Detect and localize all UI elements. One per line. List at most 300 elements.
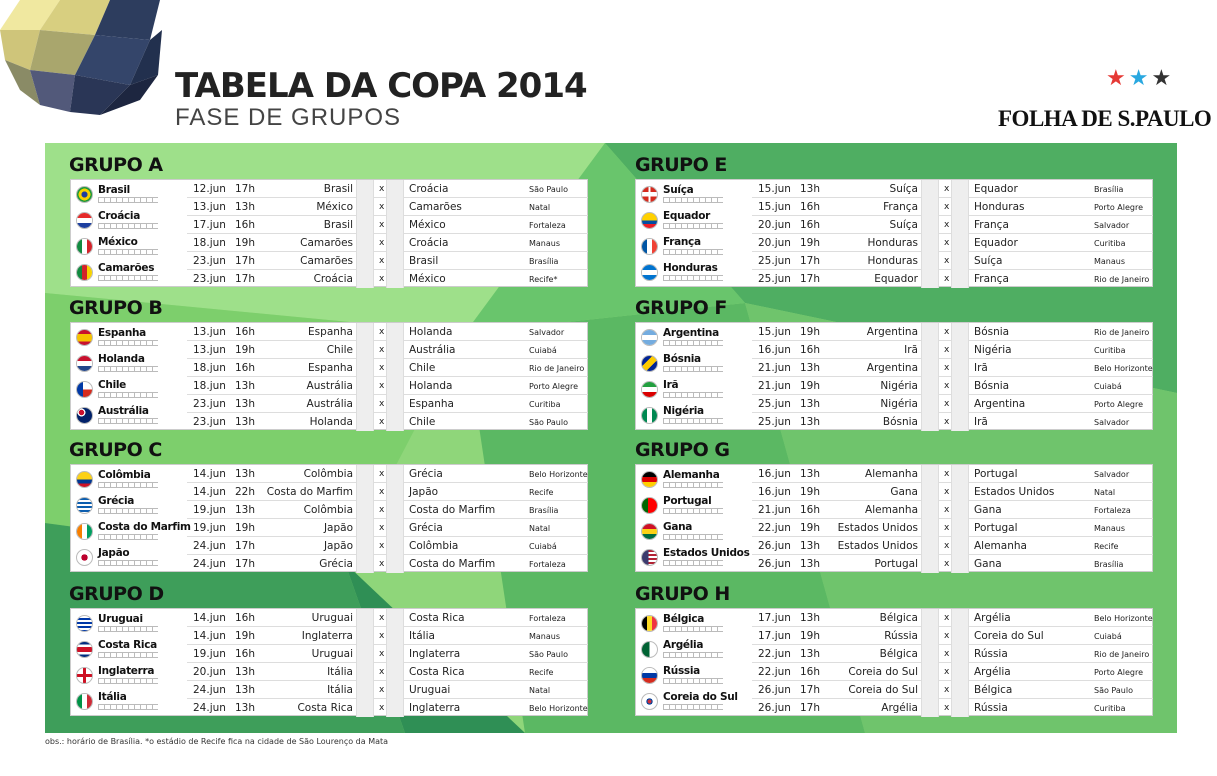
match-venue: Fortaleza <box>529 560 566 569</box>
team-name: Inglaterra <box>98 665 155 677</box>
home-score-box[interactable] <box>921 483 939 501</box>
away-score-box[interactable] <box>951 519 969 537</box>
holanda-flag-icon <box>76 355 93 372</box>
away-score-box[interactable] <box>951 395 969 413</box>
match-venue: Cuiabá <box>529 346 557 355</box>
away-score-box[interactable] <box>386 555 404 573</box>
away-team: Equador <box>974 237 1018 249</box>
team-name: Camarões <box>98 262 155 274</box>
match-time: 13h <box>800 468 821 480</box>
home-team: Espanha <box>308 362 353 374</box>
away-score-box[interactable] <box>386 465 404 483</box>
match-venue: Belo Horizonte <box>1094 364 1153 373</box>
away-team: Austrália <box>409 344 456 356</box>
home-score-box[interactable] <box>921 537 939 555</box>
match-date: 24.jun <box>193 702 226 714</box>
home-score-box[interactable] <box>356 395 374 413</box>
standings-boxes <box>98 704 158 710</box>
away-score-box[interactable] <box>951 377 969 395</box>
russia-flag-icon <box>641 667 658 684</box>
match-row <box>187 609 588 627</box>
home-score-box[interactable] <box>921 681 939 699</box>
team-list <box>636 609 751 717</box>
equador-flag-icon <box>641 212 658 229</box>
away-team: Holanda <box>409 380 453 392</box>
home-score-box[interactable] <box>356 501 374 519</box>
match-time: 13h <box>800 648 821 660</box>
match-date: 19.jun <box>193 522 226 534</box>
away-score-box[interactable] <box>951 699 969 717</box>
match-venue: Manaus <box>529 239 561 248</box>
standings-boxes <box>663 418 723 424</box>
team-item <box>636 323 751 349</box>
home-score-box[interactable] <box>921 216 939 234</box>
versus-label: x <box>379 523 385 533</box>
home-score-box[interactable] <box>921 323 939 341</box>
home-team: Colômbia <box>303 468 353 480</box>
home-team: México <box>316 201 353 213</box>
bosnia-flag-icon <box>641 355 658 372</box>
away-score-box[interactable] <box>951 537 969 555</box>
versus-label: x <box>944 220 950 230</box>
home-team: Bélgica <box>879 648 918 660</box>
japao-flag-icon <box>76 549 93 566</box>
standings-boxes <box>663 560 723 566</box>
group-name: GRUPO D <box>69 583 164 605</box>
away-score-box[interactable] <box>951 234 969 252</box>
away-score-box[interactable] <box>951 645 969 663</box>
away-score-box[interactable] <box>386 270 404 288</box>
away-score-box[interactable] <box>951 323 969 341</box>
match-venue: Rio de Janeiro <box>1094 275 1150 284</box>
match-row <box>187 341 588 359</box>
match-time: 13h <box>800 540 821 552</box>
match-row <box>187 537 588 555</box>
away-score-box[interactable] <box>951 609 969 627</box>
match-venue: Porto Alegre <box>1094 400 1144 409</box>
nigeria-flag-icon <box>641 407 658 424</box>
match-time: 16h <box>235 219 256 231</box>
team-name: Rússia <box>663 665 700 677</box>
match-row <box>187 216 588 234</box>
standings-boxes <box>663 392 723 398</box>
versus-label: x <box>379 685 385 695</box>
match-time: 19h <box>235 344 256 356</box>
versus-label: x <box>944 184 950 194</box>
home-score-box[interactable] <box>356 555 374 573</box>
home-score-box[interactable] <box>356 341 374 359</box>
away-score-box[interactable] <box>951 341 969 359</box>
home-team: Chile <box>326 344 353 356</box>
away-team: Chile <box>409 362 436 374</box>
away-score-box[interactable] <box>386 234 404 252</box>
match-date: 14.jun <box>193 630 226 642</box>
team-item <box>71 491 186 517</box>
team-name: Japão <box>98 547 130 559</box>
match-row <box>752 395 1153 413</box>
team-name: Irã <box>663 379 679 391</box>
team-item <box>71 517 191 543</box>
home-score-box[interactable] <box>356 699 374 717</box>
home-score-box[interactable] <box>356 359 374 377</box>
match-venue: Belo Horizonte <box>1094 614 1153 623</box>
away-score-box[interactable] <box>386 413 404 431</box>
home-score-box[interactable] <box>356 627 374 645</box>
team-name: Suíça <box>663 184 694 196</box>
away-team: Suíça <box>974 255 1003 267</box>
away-score-box[interactable] <box>386 663 404 681</box>
away-score-box[interactable] <box>951 681 969 699</box>
away-score-box[interactable] <box>951 252 969 270</box>
away-team: Brasil <box>409 255 439 267</box>
standings-boxes <box>98 340 158 346</box>
home-team: Coreia do Sul <box>848 684 918 696</box>
standings-boxes <box>98 366 158 372</box>
standings-boxes <box>663 534 723 540</box>
versus-label: x <box>944 505 950 515</box>
team-list <box>636 465 751 573</box>
away-score-box[interactable] <box>386 180 404 198</box>
group-name: GRUPO B <box>69 297 163 319</box>
team-list <box>71 180 186 288</box>
team-item <box>636 232 751 258</box>
home-score-box[interactable] <box>921 555 939 573</box>
match-time: 17h <box>800 702 821 714</box>
match-date: 15.jun <box>758 326 791 338</box>
page-subtitle: FASE DE GRUPOS <box>175 104 402 131</box>
away-team: Irã <box>974 416 988 428</box>
belgica-flag-icon <box>641 615 658 632</box>
away-team: Colômbia <box>409 540 459 552</box>
versus-label: x <box>379 345 385 355</box>
match-row <box>187 413 588 431</box>
home-score-box[interactable] <box>921 252 939 270</box>
home-score-box[interactable] <box>356 609 374 627</box>
versus-label: x <box>379 559 385 569</box>
team-list <box>71 609 186 717</box>
away-score-box[interactable] <box>386 627 404 645</box>
away-score-box[interactable] <box>386 483 404 501</box>
match-time: 19h <box>235 630 256 642</box>
match-time: 16h <box>235 326 256 338</box>
match-date: 26.jun <box>758 558 791 570</box>
team-name: Argélia <box>663 639 704 651</box>
versus-label: x <box>944 256 950 266</box>
away-score-box[interactable] <box>951 359 969 377</box>
home-team: Brasil <box>323 219 353 231</box>
match-time: 17h <box>235 273 256 285</box>
versus-label: x <box>944 703 950 713</box>
team-name: Nigéria <box>663 405 704 417</box>
standings-boxes <box>98 275 158 281</box>
match-venue: Fortaleza <box>1094 506 1131 515</box>
away-team: México <box>409 219 446 231</box>
away-team: Camarões <box>409 201 462 213</box>
match-date: 26.jun <box>758 540 791 552</box>
home-team: Honduras <box>867 255 918 267</box>
standings-boxes <box>98 392 158 398</box>
versus-label: x <box>944 202 950 212</box>
team-item <box>636 206 751 232</box>
home-score-box[interactable] <box>921 180 939 198</box>
table-field <box>45 143 1177 733</box>
standings-boxes <box>98 482 158 488</box>
costarica-flag-icon <box>76 641 93 658</box>
home-team: Alemanha <box>865 504 918 516</box>
chile-flag-icon <box>76 381 93 398</box>
match-row <box>187 681 588 699</box>
home-score-box[interactable] <box>356 180 374 198</box>
home-score-box[interactable] <box>356 323 374 341</box>
home-team: Nigéria <box>880 380 918 392</box>
away-team: Espanha <box>409 398 454 410</box>
away-score-box[interactable] <box>386 377 404 395</box>
away-score-box[interactable] <box>386 323 404 341</box>
home-team: Rússia <box>884 630 918 642</box>
home-team: Itália <box>327 684 353 696</box>
home-score-box[interactable] <box>356 465 374 483</box>
versus-label: x <box>944 523 950 533</box>
match-date: 17.jun <box>193 219 226 231</box>
team-name: Chile <box>98 379 127 391</box>
match-date: 12.jun <box>193 183 226 195</box>
home-score-box[interactable] <box>921 501 939 519</box>
team-item <box>636 517 751 543</box>
team-item <box>71 323 186 349</box>
match-date: 18.jun <box>193 380 226 392</box>
versus-label: x <box>379 631 385 641</box>
team-item <box>71 401 186 427</box>
match-venue: Curitiba <box>1094 704 1126 713</box>
away-score-box[interactable] <box>386 395 404 413</box>
home-score-box[interactable] <box>921 341 939 359</box>
match-venue: Recife* <box>529 275 558 284</box>
match-time: 19h <box>235 237 256 249</box>
brasil-flag-icon <box>76 186 93 203</box>
away-score-box[interactable] <box>951 663 969 681</box>
home-score-box[interactable] <box>356 270 374 288</box>
team-name: Austrália <box>98 405 149 417</box>
home-score-box[interactable] <box>921 609 939 627</box>
match-row <box>752 555 1153 573</box>
home-score-box[interactable] <box>356 413 374 431</box>
away-score-box[interactable] <box>386 645 404 663</box>
match-time: 16h <box>235 612 256 624</box>
away-team: México <box>409 273 446 285</box>
home-score-box[interactable] <box>921 234 939 252</box>
home-score-box[interactable] <box>356 663 374 681</box>
home-team: Japão <box>323 522 353 534</box>
match-time: 16h <box>800 504 821 516</box>
honduras-flag-icon <box>641 264 658 281</box>
away-score-box[interactable] <box>951 627 969 645</box>
match-venue: Recife <box>529 668 554 677</box>
versus-label: x <box>379 184 385 194</box>
away-score-box[interactable] <box>951 198 969 216</box>
team-name: Croácia <box>98 210 140 222</box>
match-row <box>752 645 1153 663</box>
versus-label: x <box>944 667 950 677</box>
standings-boxes <box>98 534 158 540</box>
match-time: 19h <box>800 486 821 498</box>
away-score-box[interactable] <box>951 413 969 431</box>
home-score-box[interactable] <box>356 234 374 252</box>
match-time: 13h <box>800 398 821 410</box>
team-name: Equador <box>663 210 711 222</box>
match-row <box>752 465 1153 483</box>
away-score-box[interactable] <box>951 501 969 519</box>
match-date: 20.jun <box>193 666 226 678</box>
standings-boxes <box>663 508 723 514</box>
away-team: Irã <box>974 362 988 374</box>
versus-label: x <box>379 487 385 497</box>
home-score-box[interactable] <box>921 395 939 413</box>
versus-label: x <box>944 399 950 409</box>
away-score-box[interactable] <box>951 180 969 198</box>
home-team: Uruguai <box>311 612 353 624</box>
group-name: GRUPO H <box>635 583 730 605</box>
away-score-box[interactable] <box>386 699 404 717</box>
away-score-box[interactable] <box>386 252 404 270</box>
home-score-box[interactable] <box>921 359 939 377</box>
team-list <box>636 323 751 431</box>
team-item <box>71 206 186 232</box>
standings-boxes <box>663 704 723 710</box>
away-team: Nigéria <box>974 344 1012 356</box>
versus-label: x <box>379 220 385 230</box>
brand-logo: FOLHA DE S.PAULO <box>998 106 1212 131</box>
match-venue: Natal <box>1094 488 1116 497</box>
versus-label: x <box>944 417 950 427</box>
match-venue: Recife <box>1094 542 1119 551</box>
match-venue: Fortaleza <box>529 614 566 623</box>
match-venue: Brasília <box>1094 185 1124 194</box>
away-score-box[interactable] <box>386 609 404 627</box>
team-item <box>636 609 751 635</box>
camaroes-flag-icon <box>76 264 93 281</box>
match-row <box>752 519 1153 537</box>
away-score-box[interactable] <box>386 681 404 699</box>
away-score-box[interactable] <box>386 359 404 377</box>
group-card <box>635 608 1153 716</box>
match-venue: Cuiabá <box>529 542 557 551</box>
home-score-box[interactable] <box>921 377 939 395</box>
match-time: 16h <box>235 362 256 374</box>
group-name: GRUPO G <box>635 439 730 461</box>
inglaterra-flag-icon <box>76 667 93 684</box>
home-score-box[interactable] <box>921 519 939 537</box>
away-score-box[interactable] <box>386 519 404 537</box>
standings-boxes <box>663 249 723 255</box>
away-score-box[interactable] <box>386 501 404 519</box>
away-score-box[interactable] <box>951 270 969 288</box>
match-date: 26.jun <box>758 702 791 714</box>
away-score-box[interactable] <box>951 465 969 483</box>
away-score-box[interactable] <box>386 341 404 359</box>
versus-label: x <box>379 363 385 373</box>
team-name: Costa Rica <box>98 639 157 651</box>
match-date: 23.jun <box>193 255 226 267</box>
away-score-box[interactable] <box>951 216 969 234</box>
away-score-box[interactable] <box>951 555 969 573</box>
home-score-box[interactable] <box>356 537 374 555</box>
match-date: 23.jun <box>193 273 226 285</box>
team-item <box>636 687 751 713</box>
home-score-box[interactable] <box>356 645 374 663</box>
versus-label: x <box>944 685 950 695</box>
home-team: Suíça <box>889 183 918 195</box>
home-score-box[interactable] <box>921 413 939 431</box>
home-score-box[interactable] <box>921 645 939 663</box>
standings-boxes <box>663 366 723 372</box>
home-team: Argentina <box>866 326 918 338</box>
home-team: Japão <box>323 540 353 552</box>
home-score-box[interactable] <box>356 519 374 537</box>
home-score-box[interactable] <box>356 198 374 216</box>
match-venue: Brasília <box>529 257 559 266</box>
match-date: 25.jun <box>758 255 791 267</box>
home-score-box[interactable] <box>356 252 374 270</box>
match-row <box>187 270 588 288</box>
ira-flag-icon <box>641 381 658 398</box>
away-team: Bósnia <box>974 380 1010 392</box>
away-team: Bósnia <box>974 326 1010 338</box>
standings-boxes <box>98 223 158 229</box>
home-team: Camarões <box>300 237 353 249</box>
home-score-box[interactable] <box>921 270 939 288</box>
match-venue: Rio de Janeiro <box>529 364 585 373</box>
match-venue: Brasília <box>1094 560 1124 569</box>
away-team: Inglaterra <box>409 702 461 714</box>
home-score-box[interactable] <box>356 377 374 395</box>
match-date: 21.jun <box>758 380 791 392</box>
match-row <box>187 555 588 573</box>
team-item <box>636 635 751 661</box>
team-name: Argentina <box>663 327 719 339</box>
away-score-box[interactable] <box>386 216 404 234</box>
home-score-box[interactable] <box>356 483 374 501</box>
home-score-box[interactable] <box>921 198 939 216</box>
match-date: 15.jun <box>758 183 791 195</box>
home-team: Espanha <box>308 326 353 338</box>
match-venue: Porto Alegre <box>529 382 579 391</box>
away-score-box[interactable] <box>951 483 969 501</box>
home-team: Gana <box>890 486 918 498</box>
team-name: México <box>98 236 138 248</box>
team-name: Estados Unidos <box>663 547 750 559</box>
match-date: 16.jun <box>758 486 791 498</box>
team-item <box>71 687 186 713</box>
versus-label: x <box>379 703 385 713</box>
match-date: 17.jun <box>758 612 791 624</box>
home-score-box[interactable] <box>921 627 939 645</box>
home-score-box[interactable] <box>356 681 374 699</box>
match-time: 19h <box>800 380 821 392</box>
home-score-box[interactable] <box>921 663 939 681</box>
match-row <box>752 483 1153 501</box>
match-date: 17.jun <box>758 630 791 642</box>
home-score-box[interactable] <box>356 216 374 234</box>
away-score-box[interactable] <box>386 537 404 555</box>
standings-boxes <box>98 560 158 566</box>
away-score-box[interactable] <box>386 198 404 216</box>
home-team: Estados Unidos <box>837 540 918 552</box>
match-date: 22.jun <box>758 648 791 660</box>
match-time: 16h <box>800 666 821 678</box>
home-score-box[interactable] <box>921 699 939 717</box>
ball-logo <box>0 0 165 118</box>
home-score-box[interactable] <box>921 465 939 483</box>
